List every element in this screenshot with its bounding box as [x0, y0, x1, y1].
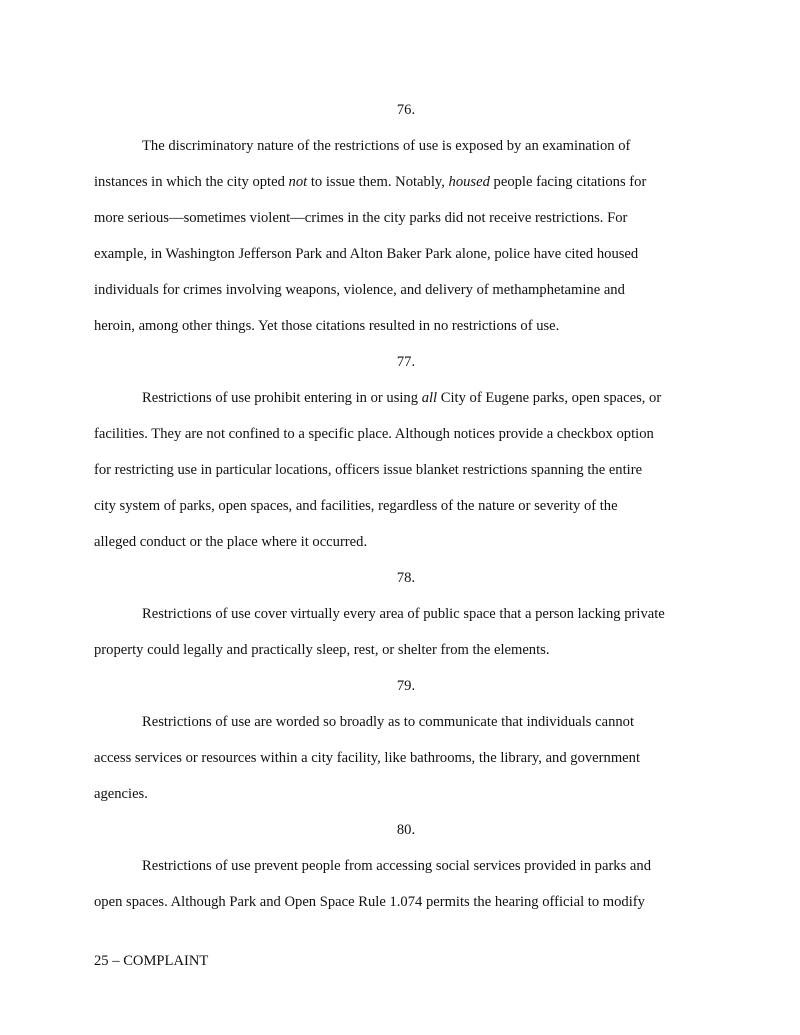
page-footer: 25 – COMPLAINT — [94, 953, 209, 969]
text-line: Restrictions of use prohibit entering in or using all City of Eugene parks, open spaces, or — [142, 390, 662, 406]
text-line: The discriminatory nature of the restrictions of use is exposed by an examination of — [142, 138, 631, 154]
paragraph-text — [94, 596, 718, 668]
text-line: open spaces. Although Park and Open Space Rule 1.074 permits the hearing official to modify — [94, 894, 645, 910]
text-line: Restrictions of use are worded so broadly as to communicate that individuals cannot — [142, 714, 635, 730]
emphasis-text: not — [288, 174, 308, 190]
paragraph-number: 77. — [396, 354, 416, 370]
paragraph-text — [94, 380, 718, 560]
text-line: alleged conduct or the place where it occurred. — [94, 534, 368, 550]
text-line: access services or resources within a city facility, like bathrooms, the library, and government — [94, 750, 640, 766]
text-line: individuals for crimes involving weapons, violence, and delivery of methamphetamine and — [94, 282, 625, 298]
text-line: heroin, among other things. Yet those citations resulted in no restrictions of use. — [94, 318, 560, 334]
paragraph-number: 80. — [396, 822, 416, 838]
text-line: Restrictions of use prevent people from accessing social services provided in parks and — [142, 858, 652, 874]
text-line: facilities. They are not confined to a specific place. Although notices provide a checkbox option — [94, 426, 654, 442]
emphasis-text: housed — [448, 174, 490, 190]
text-line: city system of parks, open spaces, and facilities, regardless of the nature or severity of the — [94, 498, 618, 514]
paragraph-text — [94, 704, 718, 812]
text-line: instances in which the city opted not to issue them. Notably, housed people facing citations for — [94, 174, 647, 190]
text-line: agencies. — [94, 786, 148, 802]
text-line: example, in Washington Jefferson Park and Alton Baker Park alone, police have cited housed — [94, 246, 639, 262]
text-line: property could legally and practically sleep, rest, or shelter from the elements. — [94, 642, 550, 658]
text-line: Restrictions of use cover virtually every area of public space that a person lacking private — [142, 606, 665, 622]
document-body — [94, 92, 718, 920]
paragraph-text — [94, 848, 718, 920]
text-line: more serious—sometimes violent—crimes in the city parks did not receive restrictions. For — [94, 210, 628, 226]
text-line: for restricting use in particular locations, officers issue blanket restrictions spanning the entire — [94, 462, 643, 478]
paragraph-number: 79. — [396, 678, 416, 694]
paragraph-text — [94, 128, 718, 344]
emphasis-text: all — [421, 390, 438, 406]
paragraph-number: 78. — [396, 570, 416, 586]
paragraph-number: 76. — [396, 102, 416, 118]
